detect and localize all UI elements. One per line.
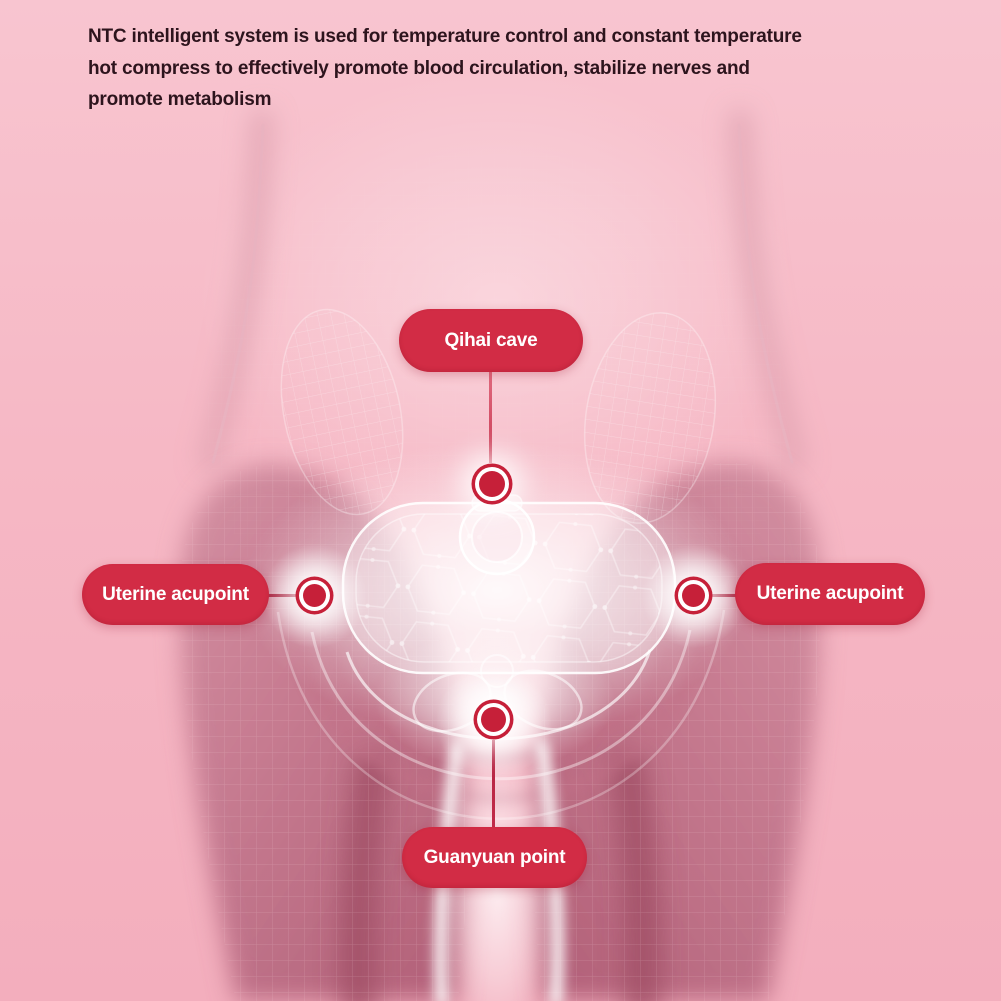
callout-label: Uterine acupoint (102, 583, 249, 605)
acupoint-marker-uterine-left (303, 584, 326, 607)
acupoint-marker-uterine-right (682, 584, 705, 607)
callout-uterine-acupoint-left (82, 564, 269, 625)
connector-guanyuan (492, 740, 495, 828)
callout-guanyuan-point (402, 827, 587, 888)
callout-qihai-cave (399, 309, 583, 372)
connector-qihai (489, 372, 492, 463)
acupoint-marker-guanyuan (481, 707, 506, 732)
callout-label: Qihai cave (444, 329, 538, 351)
connector-uterine-left (268, 594, 298, 597)
callout-label: Uterine acupoint (756, 583, 904, 604)
header-line-1: NTC intelligent system is used for temperature control and constant temperature (88, 26, 802, 47)
callout-label: Guanyuan point (423, 846, 566, 868)
header-text (88, 21, 802, 116)
header-line-2: hot compress to effectively promote blood circulation, stabilize nerves and (88, 57, 750, 79)
connector-uterine-right (712, 594, 736, 597)
acupoint-marker-qihai (479, 471, 505, 497)
callout-uterine-acupoint-right (735, 563, 925, 625)
header-line-3: promote metabolism (88, 89, 272, 110)
heating-pad-device (343, 495, 675, 687)
